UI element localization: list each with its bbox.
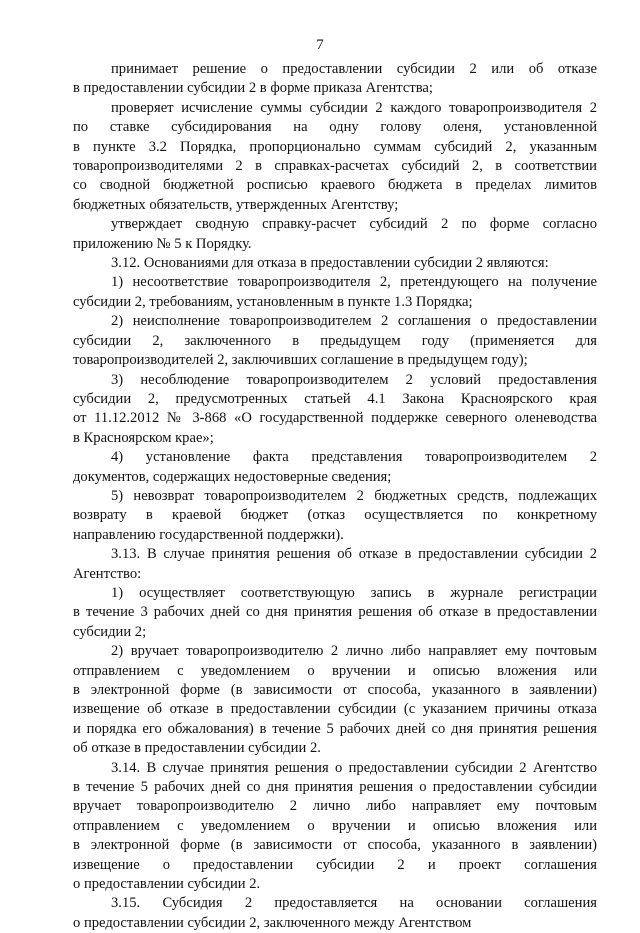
text-line: в пункте 3.2 Порядка, пропорционально суммам субсидий 2, указанным [73,138,597,155]
text-line: со сводной бюджетной росписью краевого бюджета в пределах лимитов [73,177,597,194]
page-number: 7 [316,37,324,53]
text-line: от 11.12.2012 № 3-868 «О государственной поддержке северного оленеводства [73,410,597,427]
text-line: субсидии 2, заключенного в предыдущем году (применяется для [73,332,597,349]
text-line: извещение о предоставлении субсидии 2 и проект соглашения [73,856,597,873]
text-line: о предоставлении субсидии 2, заключенного между Агентством [73,914,472,931]
text-line: и порядка его обжалования) в течение 5 рабочих дней со дня принятия решения [73,720,597,737]
text-line: о предоставлении субсидии 2. [73,876,261,893]
paragraph [73,273,597,312]
text-line: проверяет исчисление суммы субсидии 2 каждого товаропроизводителя 2 [111,99,597,116]
text-line: товаропроизводителями 2 в справках-расчетах субсидий 2, в соответствии [73,158,597,175]
paragraph [73,545,597,584]
text-line: принимает решение о предоставлении субсидии 2 или об отказе [111,61,597,77]
text-line: по ставке субсидирования на одну голову оленя, установленной [73,119,597,136]
text-line: вручает товаропроизводителю 2 лично либо направляет ему почтовым [73,798,597,815]
text-line: в электронной форме (в зависимости от способа, указанного в заявлении) [73,837,597,854]
text-line: возврату в краевой бюджет (отказ осуществляется по конкретному [73,507,597,524]
text-line: приложению № 5 к Порядку. [73,235,252,252]
paragraph [73,642,597,758]
text-line: утверждает сводную справку-расчет субсидий 2 по форме согласно [111,216,597,233]
text-line: отправлением с уведомлением о вручении и описью вложения или [73,817,597,834]
text-line: в предоставлении субсидии 2 в форме приказа Агентства; [73,80,433,97]
text-line: субсидии 2, предусмотренных статьей 4.1 Закона Красноярского края [73,390,597,407]
text-line: 4) установление факта представления товаропроизводителем 2 [111,449,597,466]
text-line: товаропроизводителей 2, заключивших соглашение в предыдущем году); [73,352,528,369]
paragraph [73,894,597,933]
text-line: 3) несоблюдение товаропроизводителем 2 условий предоставления [111,371,597,388]
text-line: отправлением с уведомлением о вручении и описью вложения или [73,662,597,679]
text-line: 2) вручает товаропроизводителю 2 лично либо направляет ему почтовым [111,643,597,660]
paragraph [73,584,597,642]
paragraph [73,254,597,273]
paragraph [73,99,597,215]
paragraph [73,60,597,99]
text-line: 3.15. Субсидия 2 предоставляется на основании соглашения [111,895,597,912]
text-line: 2) неисполнение товаропроизводителем 2 соглашения о предоставлении [111,313,597,330]
text-line: в течение 3 рабочих дней со дня принятия решения об отказе в предоставлении [73,604,597,621]
text-line: Агентство: [73,565,142,582]
text-line: 1) осуществляет соответствующую запись в журнале регистрации [111,584,597,601]
text-line: документов, содержащих недостоверные сведения; [73,468,392,485]
paragraph [73,487,597,545]
text-line: 3.12. Основаниями для отказа в предоставлении субсидии 2 являются: [111,255,549,272]
paragraph [73,215,597,254]
text-line: 1) несоответствие товаропроизводителя 2, претендующего на получение [111,274,597,291]
text-line: 3.14. В случае принятия решения о предоставлении субсидии 2 Агентство [111,759,597,776]
text-line: направлению государственной поддержки). [73,526,344,543]
paragraph [73,759,597,895]
text-line: субсидии 2; [73,623,147,640]
paragraph [73,371,597,449]
document-body [73,60,597,933]
text-line: в Красноярском крае»; [73,429,214,446]
text-line: субсидии 2, требованиям, установленным в пункте 1.3 Порядка; [73,293,473,310]
text-line: извещение об отказе в предоставлении субсидии (с указанием причины отказа [73,701,597,718]
paragraph [73,312,597,370]
text-line: в электронной форме (в зависимости от способа, указанного в заявлении) [73,682,597,698]
text-line: бюджетных обязательств, утвержденных Агентству; [73,196,399,213]
text-line: об отказе в предоставлении субсидии 2. [73,740,321,757]
text-line: в течение 5 рабочих дней со дня принятия решения о предоставлении субсидии [73,779,597,796]
text-line: 5) невозврат товаропроизводителем 2 бюджетных средств, подлежащих [111,487,597,504]
paragraph [73,448,597,487]
text-line: 3.13. В случае принятия решения об отказе в предоставлении субсидии 2 [111,546,597,563]
